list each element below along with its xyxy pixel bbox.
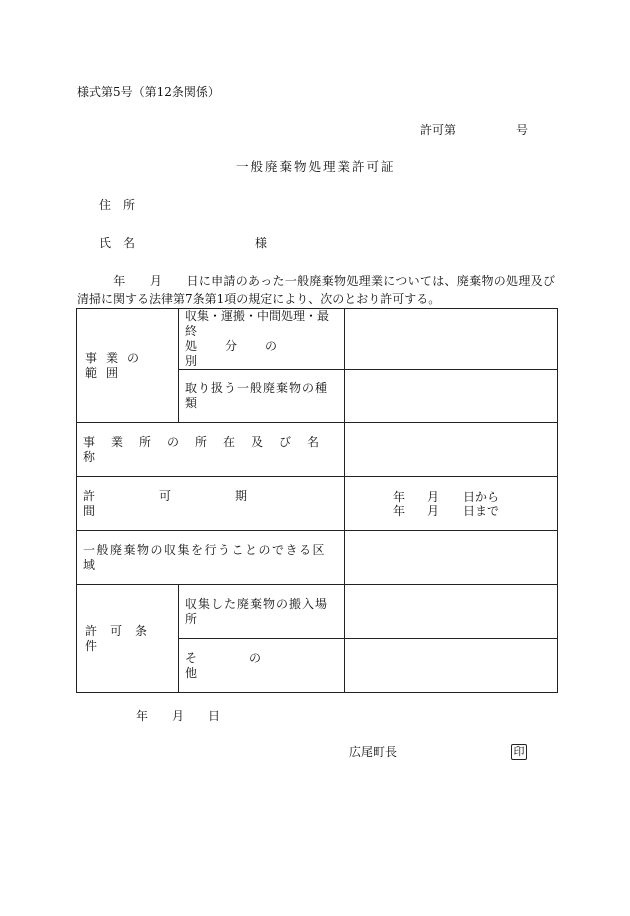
permit-number-prefix: 許可第: [420, 123, 457, 137]
intro-month: 月: [149, 274, 163, 288]
mayor-title: 広尾町長: [349, 745, 398, 759]
name-label: 氏名: [99, 236, 148, 250]
period-until-month: 月: [427, 503, 440, 518]
intro-paragraph: [77, 272, 555, 308]
table-row: [77, 531, 558, 585]
document-title: 一般廃棄物処理業許可証: [236, 159, 396, 174]
conditions-label-cell: [77, 585, 179, 693]
area-label: 一般廃棄物の収集を行うことのできる区域: [77, 531, 345, 585]
form-number: 様式第5号（第12条関係）: [77, 85, 220, 99]
period-until-day: 日まで: [463, 503, 500, 518]
period-until-line: [393, 504, 551, 518]
permit-number: [420, 123, 528, 137]
issue-month: 月: [172, 709, 185, 723]
waste-type-field[interactable]: [345, 370, 558, 423]
issue-year: 年: [136, 709, 149, 723]
scope-label-cell: [77, 309, 179, 423]
period-field[interactable]: [345, 477, 558, 531]
intro-text: 日に申請のあった一般廃棄物処理業については、廃棄物の処理及び清掃に関する法律第7条第1項の規定により、次のとおり許可する。: [77, 274, 555, 306]
collection-type-label-cell: [179, 309, 345, 370]
period-from-year: 年: [393, 489, 406, 504]
issue-day: 日: [208, 709, 221, 723]
table-row: [77, 309, 558, 370]
table-row: [77, 423, 558, 477]
period-from-line: [393, 490, 551, 504]
office-field[interactable]: [345, 423, 558, 477]
seal-stamp: 印: [511, 744, 527, 760]
address-label: 住所: [99, 198, 148, 212]
permit-table: [76, 308, 558, 693]
issue-date: [136, 709, 220, 723]
destination-label: 収集した廃棄物の搬入場所: [179, 585, 345, 639]
scope-label: [85, 351, 170, 381]
intro-year: 年: [113, 274, 126, 288]
other-field[interactable]: [345, 639, 558, 693]
conditions-label: 許可条件: [85, 623, 161, 653]
waste-type-label: 取り扱う一般廃棄物の種類: [179, 370, 345, 423]
other-label: その他: [179, 639, 345, 693]
permit-number-suffix: 号: [516, 123, 529, 137]
period-from-day: 日から: [463, 489, 500, 504]
scope-text: 事業の範囲: [85, 350, 149, 380]
table-row: [77, 585, 558, 639]
collection-type-line1: 収集・運搬・中間処理・最終: [185, 309, 330, 338]
honorific: 様: [255, 236, 268, 250]
period-until-year: 年: [393, 503, 406, 518]
collection-type-line2: 処分の別: [185, 339, 306, 368]
area-field[interactable]: [345, 531, 558, 585]
table-row: [77, 477, 558, 531]
destination-field[interactable]: [345, 585, 558, 639]
office-label: 事業所の所在及び名称: [77, 423, 345, 477]
period-from-month: 月: [427, 489, 440, 504]
collection-type-field[interactable]: [345, 309, 558, 370]
period-label: 許可期間: [77, 477, 345, 531]
